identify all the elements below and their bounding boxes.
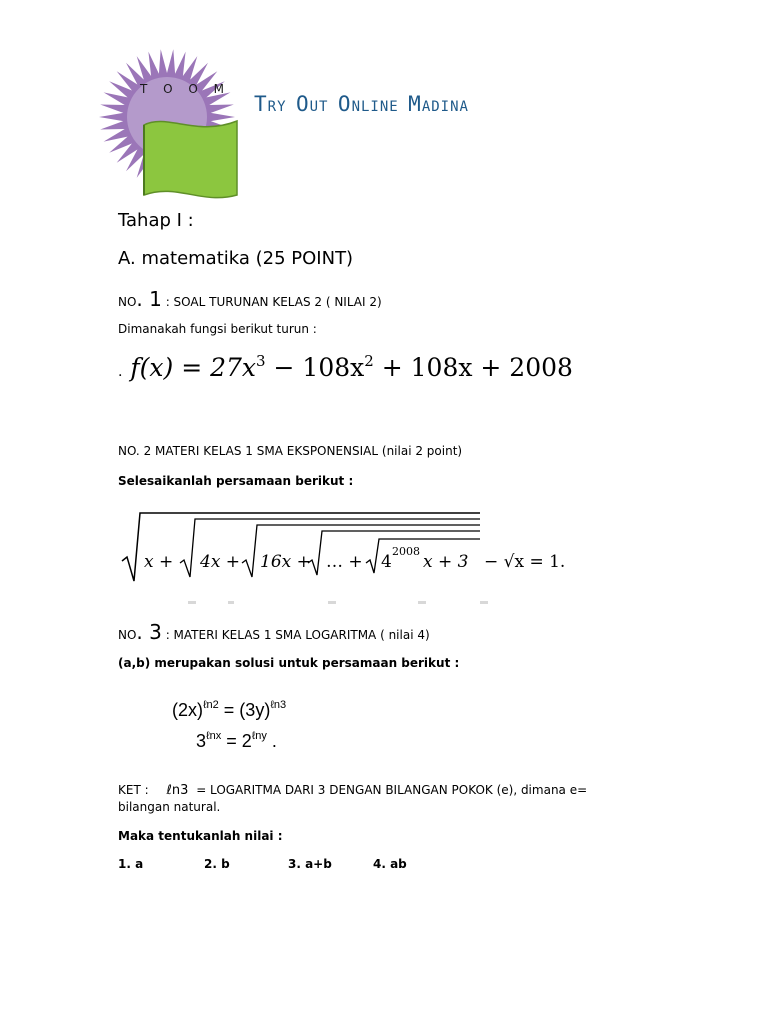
answer-option: 4. ab: [373, 857, 407, 871]
q3-equation-system: [172, 692, 286, 754]
q1-equation: . $f(x) = 27x^3 - 108x^2 + 108x + 2008$: [118, 352, 573, 382]
answer-options: [118, 857, 518, 877]
flag-icon: [144, 121, 237, 198]
title-word: ONLINE: [337, 92, 399, 116]
subject-heading: A. matematika (25 POINT): [118, 248, 354, 269]
q1-prompt: Dimanakah fungsi berikut turun :: [118, 322, 317, 336]
q3-note-line2: bilangan natural.: [118, 800, 221, 814]
q2-header: NO. 2 MATERI KELAS 1 SMA EKSPONENSIAL (nilai 2 point): [118, 444, 463, 458]
equation-term: 4x +: [200, 552, 241, 572]
answer-option: 3. a+b: [288, 857, 332, 871]
title-word: MADINA: [408, 92, 469, 116]
equation-term: x + 3: [423, 552, 469, 572]
equation-line: $(2x)^{\ell n2} = (3y)^{\ell n3}$: [172, 699, 287, 720]
stage-heading: Tahap I :: [118, 210, 194, 231]
title-word: OUT: [295, 92, 329, 116]
page-title: [254, 92, 469, 116]
q3-final-prompt: Maka tentukanlah nilai :: [118, 829, 283, 843]
q2-nested-radical-equation: [118, 505, 578, 605]
q3-prompt: (a,b) merupakan solusi untuk persamaan berikut :: [118, 656, 460, 670]
q3-header: NO. 3 : MATERI KELAS 1 SMA LOGARITMA ( nilai 4): [118, 620, 430, 644]
equation-term: 4: [381, 552, 392, 572]
equation-line: $3^{\ell nx} = 2^{\ell ny}$ .: [196, 730, 277, 751]
equation-exponent: 2008: [392, 545, 420, 558]
q2-prompt: Selesaikanlah persamaan berikut :: [118, 474, 354, 488]
title-word: TRY: [254, 92, 287, 116]
logo-text: T O O M: [140, 82, 231, 96]
q3-note: KET : ℓn3 = LOGARITMA DARI 3 DENGAN BILANGAN POKOK (e), dimana e=: [118, 783, 588, 798]
answer-option: 1. a: [118, 857, 144, 871]
answer-option: 2. b: [204, 857, 230, 871]
q1-header: NO. 1 : SOAL TURUNAN KELAS 2 ( NILAI 2): [118, 287, 382, 311]
equation-term: 16x +: [260, 552, 311, 572]
toom-logo: [92, 45, 252, 205]
equation-term: … +: [326, 552, 363, 572]
equation-term: − √x = 1.: [484, 552, 566, 572]
equation-term: x +: [144, 552, 174, 572]
